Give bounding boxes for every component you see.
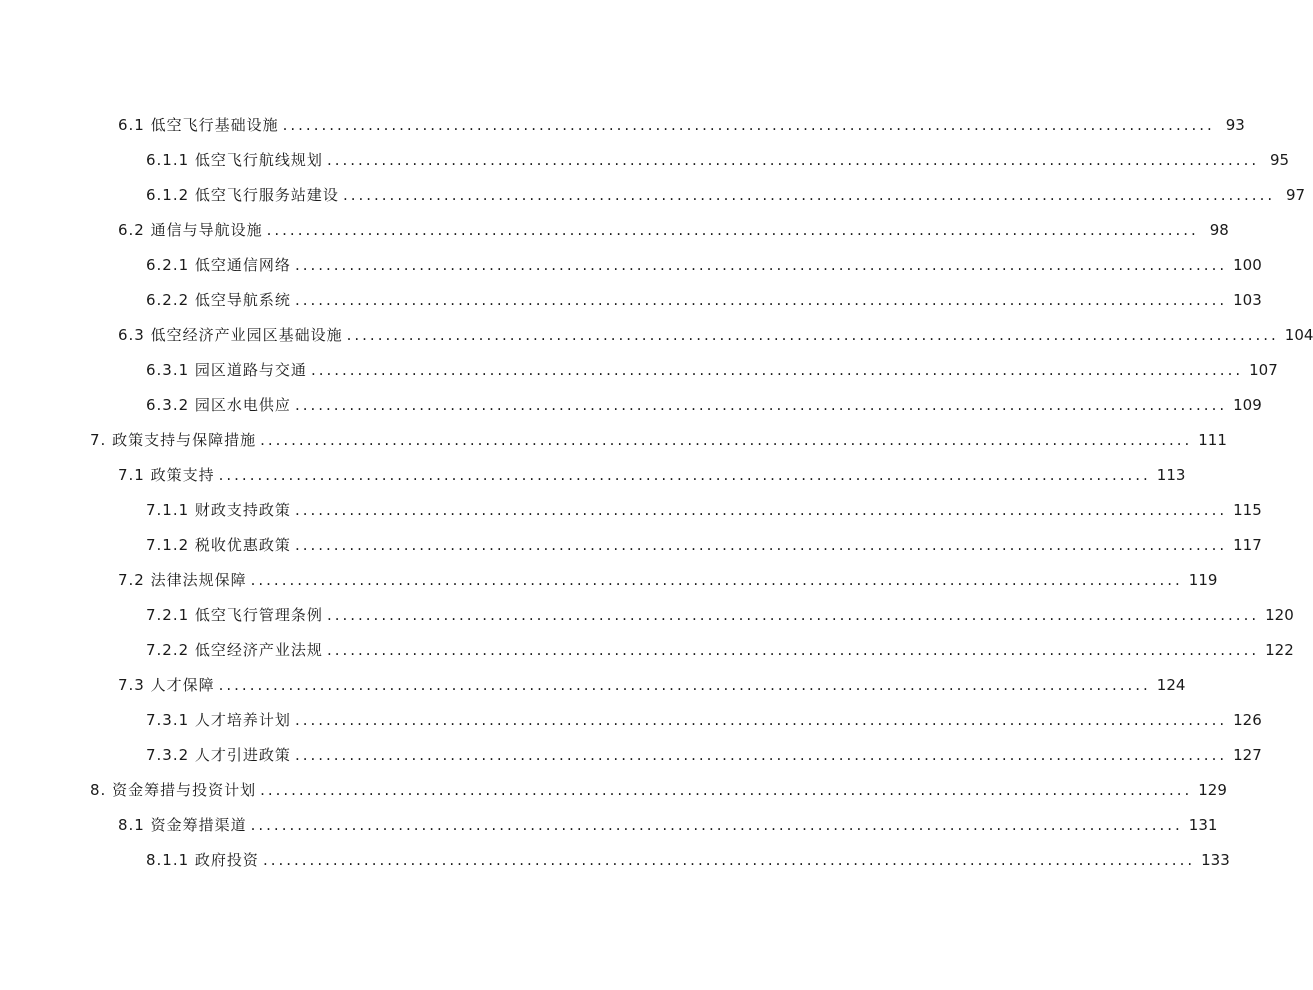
toc-entry-title: 7.1 政策支持	[118, 466, 215, 484]
toc-page-number: 113	[1156, 465, 1186, 484]
toc-leader-dots: ........................................................................................................................	[294, 290, 1228, 309]
toc-page-number: 98	[1209, 220, 1229, 239]
toc-entry-title: 7.2.2 低空经济产业法规	[146, 641, 323, 659]
toc-page-number: 122	[1265, 640, 1294, 659]
toc-leader-dots: ........................................................................................................................	[342, 185, 1276, 204]
toc-leader-dots: ........................................................................................................................	[294, 395, 1228, 414]
toc-entry[interactable]	[146, 737, 1262, 772]
toc-page-number: 117	[1233, 535, 1262, 554]
toc-page-number: 95	[1270, 150, 1290, 169]
toc-entry[interactable]	[146, 597, 1294, 632]
toc-leader-dots: ........................................................................................................................	[218, 675, 1151, 694]
toc-leader-dots: ........................................................................................................................	[294, 255, 1228, 274]
toc-entry-title: 7.3.1 人才培养计划	[146, 711, 291, 729]
toc-page-number: 93	[1225, 115, 1245, 134]
toc-entry-title: 7.1.1 财政支持政策	[146, 501, 291, 519]
toc-leader-dots: ........................................................................................................................	[250, 815, 1183, 834]
toc-entry-title: 7.3 人才保障	[118, 676, 215, 694]
toc-entry-title: 8.1.1 政府投资	[146, 851, 259, 869]
toc-leader-dots: ........................................................................................................................	[326, 150, 1260, 169]
toc-entry[interactable]	[118, 107, 1245, 142]
toc-page-number: 131	[1188, 815, 1218, 834]
toc-page-number: 103	[1233, 290, 1262, 309]
toc-page-number: 109	[1233, 395, 1262, 414]
toc-entry[interactable]	[146, 142, 1290, 177]
toc-leader-dots: ........................................................................................................................	[294, 535, 1228, 554]
toc-leader-dots: ........................................................................................................................	[266, 220, 1199, 239]
toc-page-number: 111	[1198, 430, 1227, 449]
toc-page-number: 133	[1201, 850, 1230, 869]
toc-leader-dots: ........................................................................................................................	[294, 500, 1228, 519]
toc-entry-title: 8. 资金筹措与投资计划	[90, 781, 257, 799]
toc-leader-dots: ........................................................................................................................	[326, 605, 1260, 624]
toc-entry-title: 7.2.1 低空飞行管理条例	[146, 606, 323, 624]
toc-entry[interactable]	[118, 667, 1186, 702]
toc-page-number: 126	[1233, 710, 1262, 729]
toc-entry[interactable]	[118, 562, 1218, 597]
toc-entry-title: 7.3.2 人才引进政策	[146, 746, 291, 764]
toc-entry-title: 6.2.2 低空导航系统	[146, 291, 291, 309]
toc-page-number: 115	[1233, 500, 1262, 519]
toc-entry[interactable]	[146, 527, 1262, 562]
toc-page-number: 104	[1284, 325, 1313, 344]
toc-leader-dots: ........................................................................................................................	[294, 710, 1228, 729]
toc-entry[interactable]	[118, 457, 1186, 492]
toc-entry-title: 6.3 低空经济产业园区基础设施	[118, 326, 343, 344]
toc-entry-title: 7.1.2 税收优惠政策	[146, 536, 291, 554]
toc-entry-title: 7. 政策支持与保障措施	[90, 431, 257, 449]
toc-entry-title: 7.2 法律法规保障	[118, 571, 247, 589]
toc-page-number: 124	[1156, 675, 1186, 694]
toc-entry[interactable]	[146, 492, 1262, 527]
toc-entry-title: 6.2.1 低空通信网络	[146, 256, 291, 274]
toc-entry[interactable]	[118, 212, 1229, 247]
toc-leader-dots: ........................................................................................................................	[250, 570, 1183, 589]
toc-entry[interactable]	[146, 352, 1278, 387]
toc-entry[interactable]	[118, 807, 1218, 842]
toc-entry[interactable]	[146, 842, 1230, 877]
toc-entry[interactable]	[90, 772, 1227, 807]
toc-leader-dots: ........................................................................................................................	[310, 360, 1244, 379]
toc-page-number: 129	[1198, 780, 1227, 799]
toc-leader-dots: ........................................................................................................................	[294, 745, 1228, 764]
toc-entry[interactable]	[146, 177, 1306, 212]
toc-leader-dots: ........................................................................................................................	[262, 850, 1196, 869]
toc-entry-title: 6.1 低空飞行基础设施	[118, 116, 279, 134]
toc-leader-dots: ........................................................................................................................	[260, 780, 1193, 799]
toc-entry[interactable]	[146, 702, 1262, 737]
toc-leader-dots: ........................................................................................................................	[346, 325, 1279, 344]
toc-entry-title: 6.3.2 园区水电供应	[146, 396, 291, 414]
toc-entry[interactable]	[146, 387, 1262, 422]
toc-page-number: 107	[1249, 360, 1278, 379]
toc-page-number: 100	[1233, 255, 1262, 274]
toc-entry-title: 6.1.2 低空飞行服务站建设	[146, 186, 339, 204]
toc-entry-title: 6.3.1 园区道路与交通	[146, 361, 307, 379]
toc-page-number: 97	[1286, 185, 1306, 204]
toc-entry-title: 6.2 通信与导航设施	[118, 221, 263, 239]
toc-entry-title: 8.1 资金筹措渠道	[118, 816, 247, 834]
toc-leader-dots: ........................................................................................................................	[218, 465, 1151, 484]
toc-page-number: 127	[1233, 745, 1262, 764]
toc-entry[interactable]	[146, 282, 1262, 317]
toc-leader-dots: ........................................................................................................................	[282, 115, 1215, 134]
toc-entry[interactable]	[146, 247, 1262, 282]
toc-entry[interactable]	[146, 632, 1294, 667]
toc-leader-dots: ........................................................................................................................	[260, 430, 1193, 449]
toc-page-number: 120	[1265, 605, 1294, 624]
toc-page-number: 119	[1188, 570, 1218, 589]
toc-entry-title: 6.1.1 低空飞行航线规划	[146, 151, 323, 169]
toc-entry[interactable]	[118, 317, 1313, 352]
toc-leader-dots: ........................................................................................................................	[326, 640, 1260, 659]
toc-entry[interactable]	[90, 422, 1227, 457]
